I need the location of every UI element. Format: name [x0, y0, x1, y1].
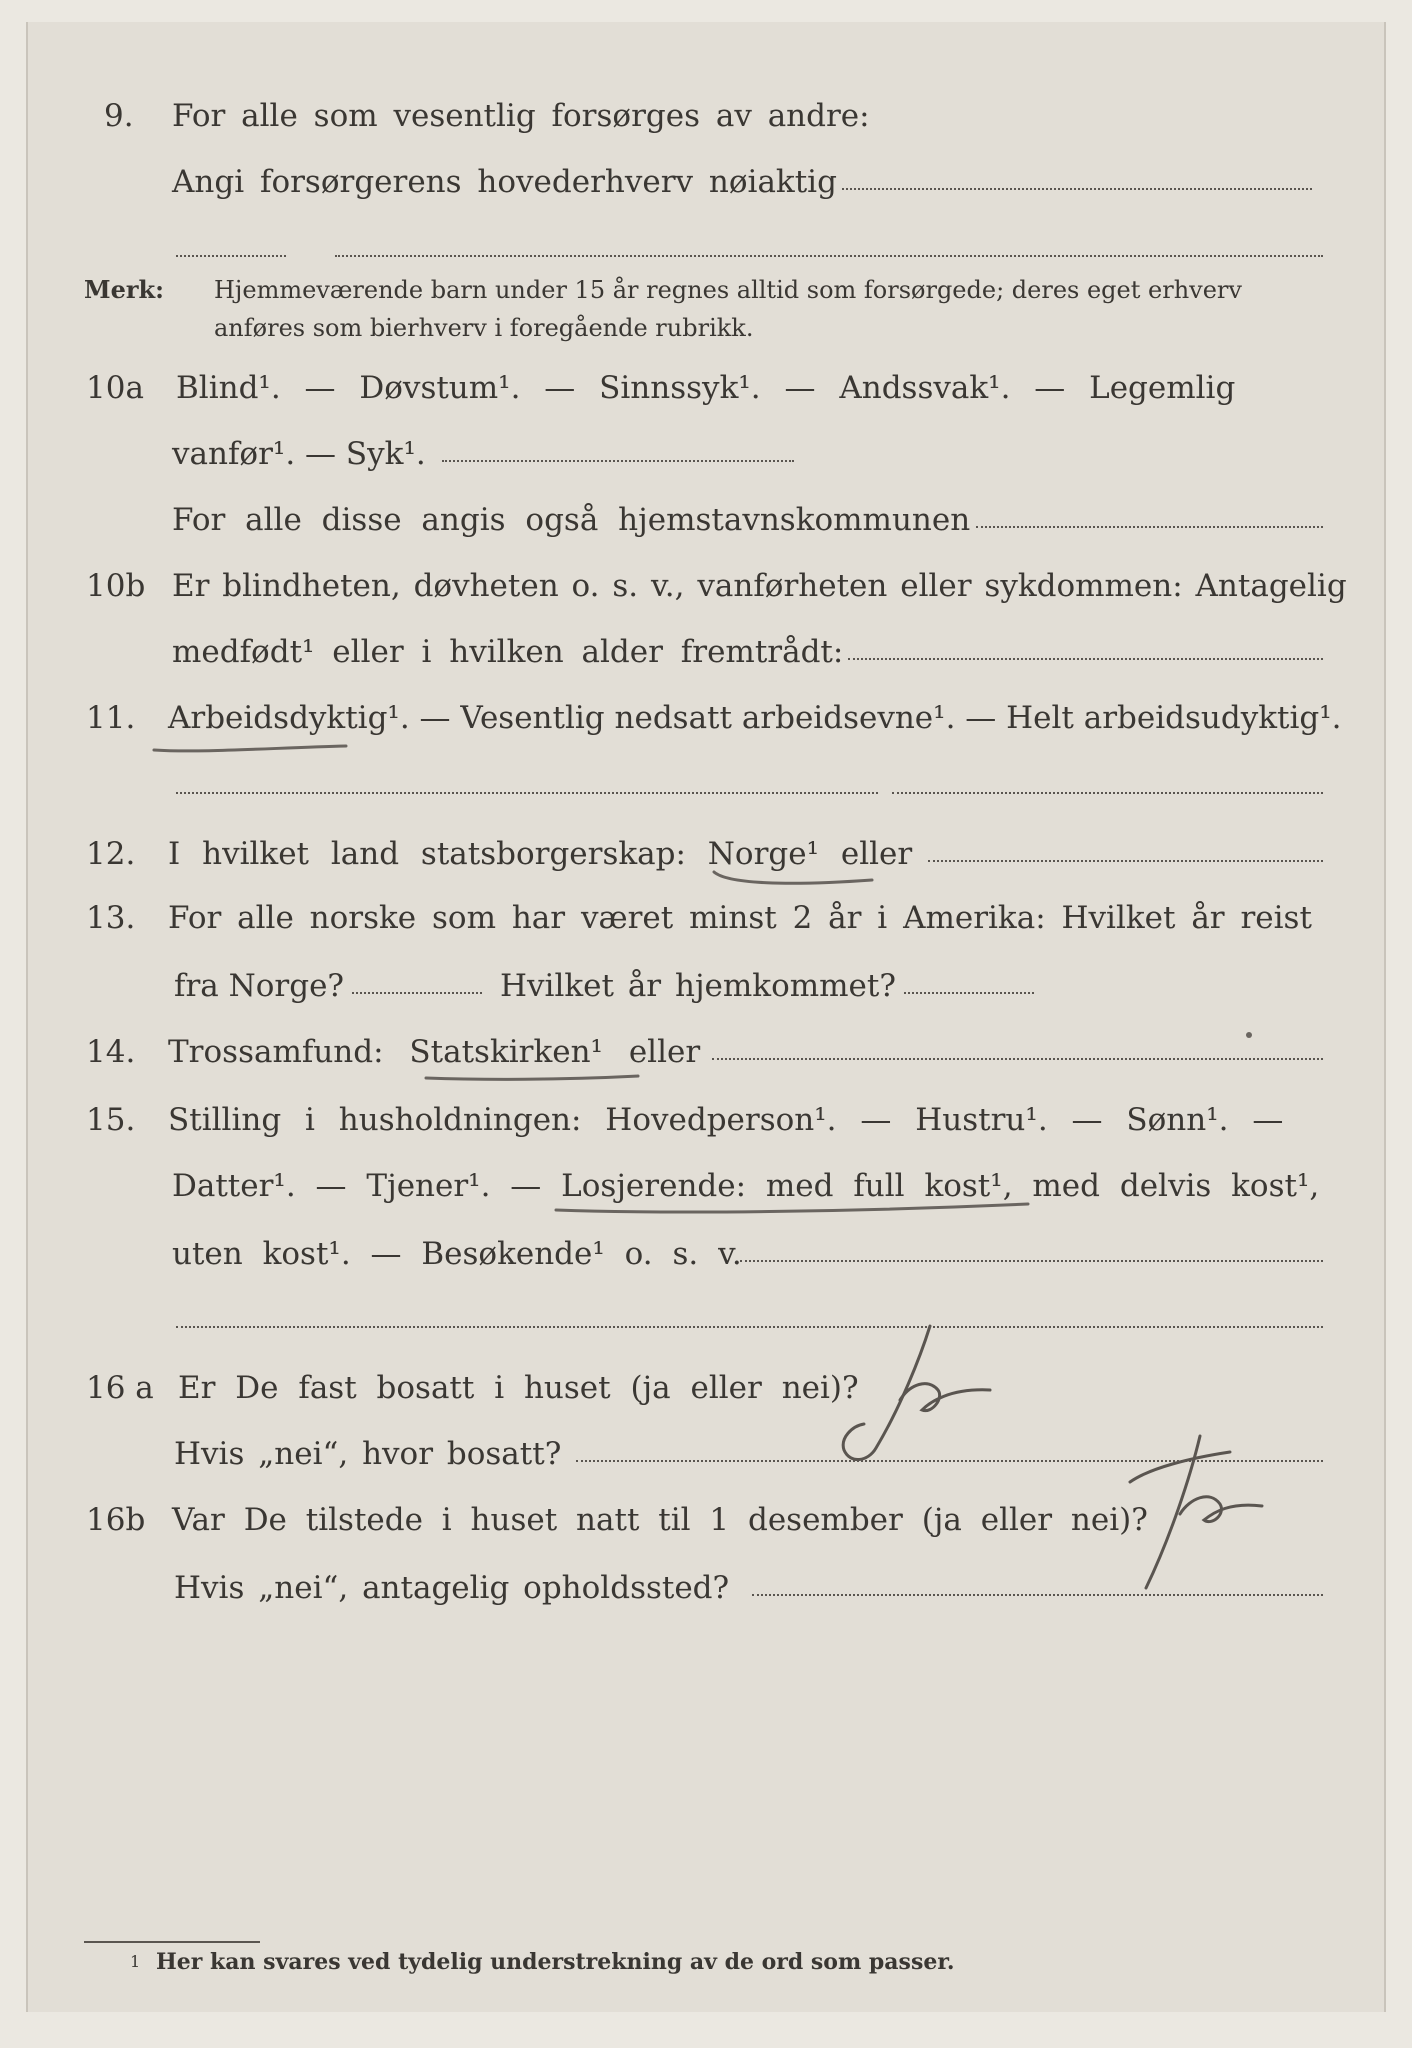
q15-line3: uten kost¹. — Besøkende¹ o. s. v.: [172, 1236, 742, 1272]
q9-extra-field-b[interactable]: [335, 255, 1323, 257]
q10a-hjemstavn-field[interactable]: [976, 526, 1323, 528]
q10a-syk-field[interactable]: [442, 460, 794, 462]
q16a-line1: Er De fast bosatt i huset (ja eller nei)?: [178, 1370, 859, 1406]
q10b-line1: Er blindheten, døvheten o. s. v., vanførheten eller sykdommen: Antagelig: [172, 568, 1347, 604]
q15-stilling-field[interactable]: [740, 1260, 1323, 1262]
ink-dot: [1246, 1032, 1252, 1038]
q11-handwritten-underline: [150, 738, 350, 758]
q10b-alder-field[interactable]: [848, 658, 1323, 660]
footnote-text: Her kan svares ved tydelig understrekning av de ord som passer.: [156, 1949, 955, 1975]
q11-extra-field-b[interactable]: [892, 792, 1323, 794]
q13-number: 13.: [86, 900, 136, 936]
q13-line2a: fra Norge?: [174, 968, 345, 1004]
q9-line2: Angi forsørgerens hovederhverv nøiaktig: [172, 164, 837, 200]
q14-number: 14.: [86, 1034, 136, 1070]
footnote-rule: [84, 1941, 260, 1943]
merk-label: Merk:: [84, 275, 164, 304]
q12-text: I hvilket land statsborgerskap: Norge¹ eller: [168, 836, 913, 872]
q15-line2: Datter¹. — Tjener¹. — Losjerende: med full kost¹, med delvis kost¹,: [172, 1168, 1320, 1204]
q12-handwritten-underline: [708, 868, 878, 892]
page-edge-right: [1384, 22, 1386, 2012]
q9-answer-field[interactable]: [842, 188, 1312, 190]
q16a-number: 16 a: [86, 1370, 154, 1406]
q13-reist-field[interactable]: [352, 992, 482, 994]
q12-number: 12.: [86, 836, 136, 872]
q10b-line2: medfødt¹ eller i hvilken alder fremtrådt:: [172, 634, 844, 670]
q15-handwritten-underline: [552, 1198, 1032, 1222]
q16b-line1: Var De tilstede i huset natt til 1 desember (ja eller nei)?: [172, 1502, 1148, 1538]
q9-number: 9.: [104, 98, 134, 134]
merk-line1: Hjemmeværende barn under 15 år regnes alltid som forsørgede; deres eget erhverv: [214, 276, 1242, 304]
q14-handwritten-underline: [422, 1068, 642, 1088]
q15-number: 15.: [86, 1102, 136, 1138]
merk-line2: anføres som bierhverv i foregående rubrikk.: [214, 314, 754, 342]
q10a-line2: vanfør¹. — Syk¹.: [172, 436, 426, 472]
q10a-line3: For alle disse angis også hjemstavnskommunen: [172, 502, 971, 538]
q15-line1: Stilling i husholdningen: Hovedperson¹. — Hustru¹. — Sønn¹. —: [168, 1102, 1284, 1138]
q10b-number: 10b: [86, 568, 146, 604]
q15-extra-field[interactable]: [176, 1326, 1323, 1328]
q11-extra-field-a[interactable]: [176, 792, 878, 794]
q16a-handwritten-answer: [820, 1318, 1000, 1468]
q14-text: Trossamfund: Statskirken¹ eller: [168, 1034, 701, 1070]
q13-line2b: Hvilket år hjemkommet?: [500, 968, 896, 1004]
page-edge-left: [26, 22, 28, 2012]
q11-text: Arbeidsdyktig¹. — Vesentlig nedsatt arbeidsevne¹. — Helt arbeidsudyktig¹.: [168, 700, 1342, 736]
q10a-line1: Blind¹. — Døvstum¹. — Sinnssyk¹. — Andssvak¹. — Legemlig: [176, 370, 1236, 406]
q10a-number: 10a: [86, 370, 144, 406]
q14-trossamfund-field[interactable]: [712, 1058, 1323, 1060]
q13-line1: For alle norske som har været minst 2 år i Amerika: Hvilket år reist: [168, 900, 1312, 936]
q16a-line2: Hvis „nei“, hvor bosatt?: [174, 1436, 562, 1472]
q9-line1: For alle som vesentlig forsørges av andre:: [172, 98, 870, 134]
q12-land-field[interactable]: [928, 860, 1323, 862]
q9-extra-field-a[interactable]: [176, 255, 286, 257]
q13-hjemkommet-field[interactable]: [904, 992, 1034, 994]
q11-number: 11.: [86, 700, 136, 736]
q16b-number: 16b: [86, 1502, 146, 1538]
q16b-line2: Hvis „nei“, antagelig opholdssted?: [174, 1570, 730, 1606]
q16b-handwritten-answer: [1080, 1428, 1270, 1598]
footnote-mark: 1: [130, 1952, 141, 1971]
